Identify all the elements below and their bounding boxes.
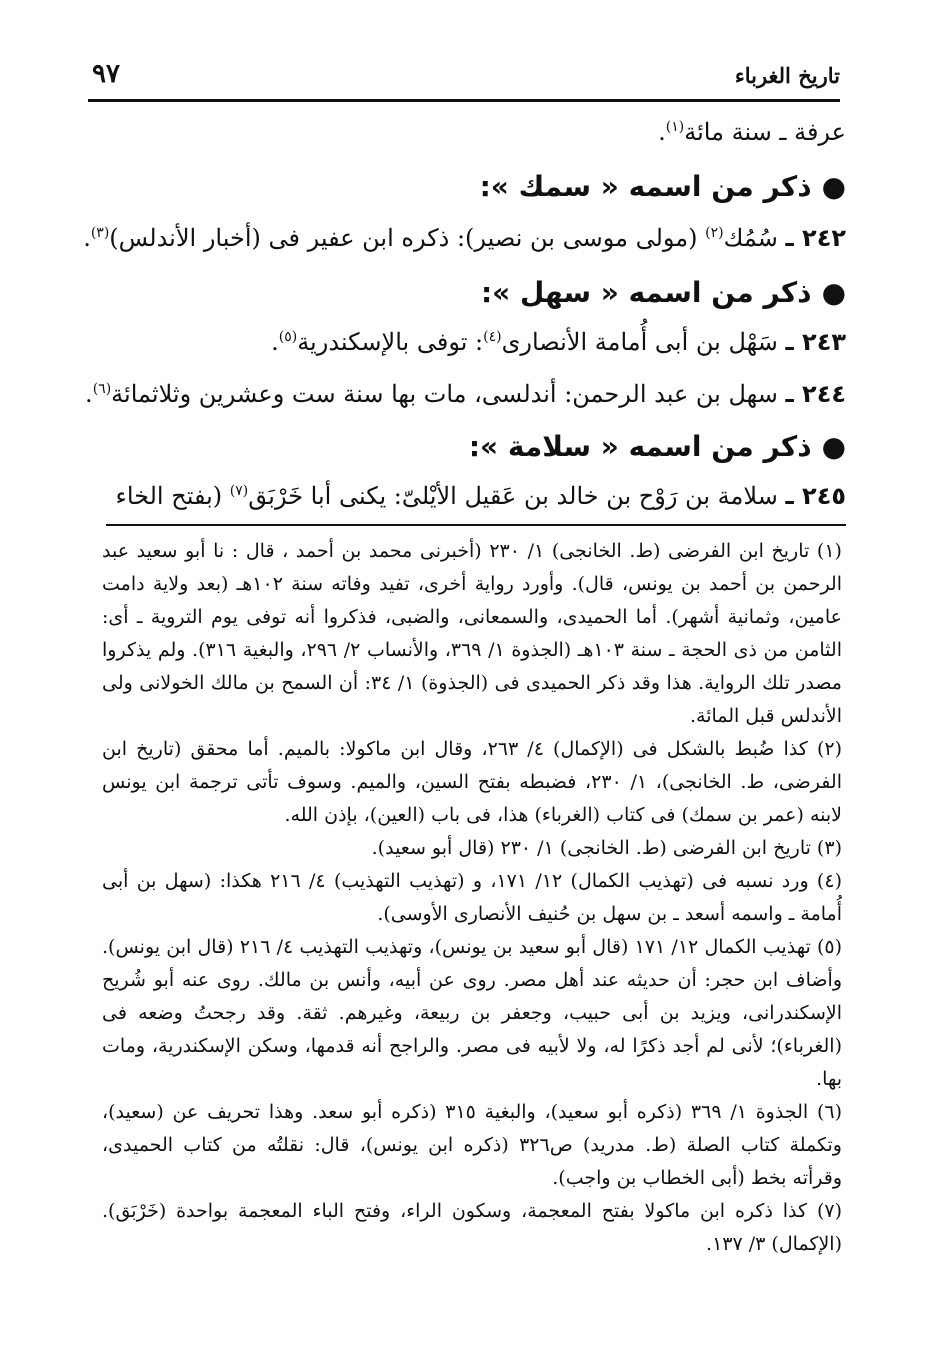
footnote-5: (٥) تهذيب الكمال ١٢/ ١٧١ (قال أبو سعيد بن يونس)، وتهذيب التهذيب ٤/ ٢١٦ (قال ابن يونس). وأضاف ابن حجر: أن حديثه عند أهل مصر. روى عن أبيه، وأنس بن مالك. روى عنه أبو شُريح الإسكندرانى، ويزيد بن أبى حبيب، وجعفر بن ربيعة، وغيرهم. ثقة. وقد رجحتُ وضعه فى (الغرباء)؛ لأنى لم أجد ذكرًا له، ولا لأبيه فى مصر. والراجح أنه قدمها، وسكن الإسكندرية، ومات بها.	[102, 936, 842, 1090]
entry-number: ٢٤٣ ـ	[785, 328, 846, 356]
footnote-ref: (٧)	[229, 483, 249, 499]
page-number: ٩٧	[92, 59, 120, 89]
intro-line	[126, 118, 846, 147]
section-heading-samak	[126, 170, 846, 203]
footnote-ref: (٤)	[483, 329, 502, 345]
footnote-ref: (١)	[665, 119, 685, 135]
entry-end: .	[271, 328, 279, 356]
entry-text: سُمُك	[723, 224, 778, 252]
heading-text: ذكر من اسمه « سهل »:	[480, 276, 812, 309]
entry-245	[115, 482, 846, 511]
footnote-6: (٦) الجذوة ١/ ٣٦٩ (ذكره أبو سعيد)، والبغية ٣١٥ (ذكره أبو سعد. وهذا تحريف عن (سعيد)، وتكملة كتاب الصلة (ط. مدريد) ص٣٢٦ (ذكره ابن يونس)، قال: نقلتُه من كتاب الحميدى، وقرأته بخط (أبى الخطاب بن واجب).	[102, 1101, 842, 1189]
entry-text: سهل بن عبد الرحمن: أندلسى، مات بها سنة ست وعشرين وثلاثمائة	[111, 380, 778, 408]
footnote-ref: (٦)	[92, 381, 112, 397]
footnote-ref: (٥)	[278, 329, 298, 345]
footnote-4: (٤) ورد نسبه فى (تهذيب الكمال) ١٢/ ١٧١، و (تهذيب التهذيب) ٤/ ٢١٦ هكذا: (سهل بن أبى أُمامة ـ واسمه أسعد ـ بن سهل بن حُنيف الأنصارى الأوسى).	[102, 870, 842, 925]
heading-text: ذكر من اسمه « سلامة »:	[468, 430, 812, 463]
entry-text: (بفتح الخاء	[115, 482, 230, 510]
bullet-icon: ●	[821, 276, 846, 309]
entry-text: سلامة بن رَوْح بن خالد بن عَقيل الأيْلىّ: يكنى أبا خَرْبَق	[248, 482, 778, 510]
entry-text: سَهْل بن أبى أُمامة الأنصارى	[501, 328, 778, 356]
entry-number: ٢٤٥ ـ	[785, 482, 846, 510]
footnote-ref: (٣)	[90, 225, 110, 241]
entry-text: (مولى موسى بن نصير): ذكره ابن عفير فى (أخبار الأندلس)	[109, 224, 706, 252]
entry-text: : توفى بالإسكندرية	[297, 328, 484, 356]
footnote-7: (٧) كذا ذكره ابن ماكولا بفتح المعجمة، وسكون الراء، وفتح الباء المعجمة بواحدة (خَرْبَق). (الإكمال) ٣/ ١٣٧.	[102, 1200, 842, 1255]
entry-end: .	[83, 224, 91, 252]
intro-text: عرفة ـ سنة مائة	[684, 118, 846, 146]
entry-number: ٢٤٢ ـ	[785, 224, 846, 252]
entry-end: .	[85, 380, 93, 408]
footnote-3: (٣) تاريخ ابن الفرضى (ط. الخانجى) ١/ ٢٣٠ (قال أبو سعيد).	[371, 837, 842, 859]
footnote-1: (١) تاريخ ابن الفرضى (ط. الخانجى) ١/ ٢٣٠ (أخبرنى محمد بن أحمد ، قال : نا أبو سعيد عبد الرحمن بن أحمد بن يونس، قال). وأورد رواية أخرى، تفيد وفاته سنة ١٠٢هـ (بعد ولاية دامت عامين، وثمانية أشهر). أما الحميدى، والسمعانى، والضبى، فذكروا أنه توفى يوم التروية ـ أى: الثامن من ذى الحجة ـ سنة ١٠٣هـ (الجذوة ١/ ٣٦٩، والأنساب ٢/ ٢٩٦، والبغية ٣١٦). ولم يذكروا مصدر تلك الرواية. هذا وقد ذكر الحميدى فى (الجذوة) ١/ ٣٤: أن السمح بن مالك الخولانى ولى الأندلس قبل المائة.	[102, 540, 842, 727]
running-title: تاريخ الغرباء	[734, 63, 840, 88]
footnote-divider	[106, 524, 846, 526]
entry-number: ٢٤٤ ـ	[785, 380, 846, 408]
entry-244	[85, 380, 846, 409]
heading-text: ذكر من اسمه « سمك »:	[479, 170, 812, 203]
intro-end: .	[658, 118, 666, 146]
bullet-icon: ●	[821, 430, 846, 463]
footnote-ref: (٢)	[705, 225, 724, 241]
footnotes	[102, 535, 842, 1261]
footnote-2: (٢) كذا ضُبط بالشكل فى (الإكمال) ٤/ ٢٦٣، وقال ابن ماكولا: بالميم. أما محقق (تاريخ ابن الفرضى، ط. الخانجى)، ١/ ٢٣٠، فضبطه بفتح السين، والميم. وسوف تأتى ترجمة ابن يونس لابنه (عمر بن سمك) فى كتاب (الغرباء) هذا، فى باب (العين)، بإذن الله.	[102, 738, 842, 826]
page-header	[88, 55, 840, 102]
section-heading-salama	[126, 430, 846, 463]
entry-243	[126, 328, 846, 357]
bullet-icon: ●	[821, 170, 846, 203]
section-heading-sahl	[126, 276, 846, 309]
entry-242	[83, 224, 846, 253]
